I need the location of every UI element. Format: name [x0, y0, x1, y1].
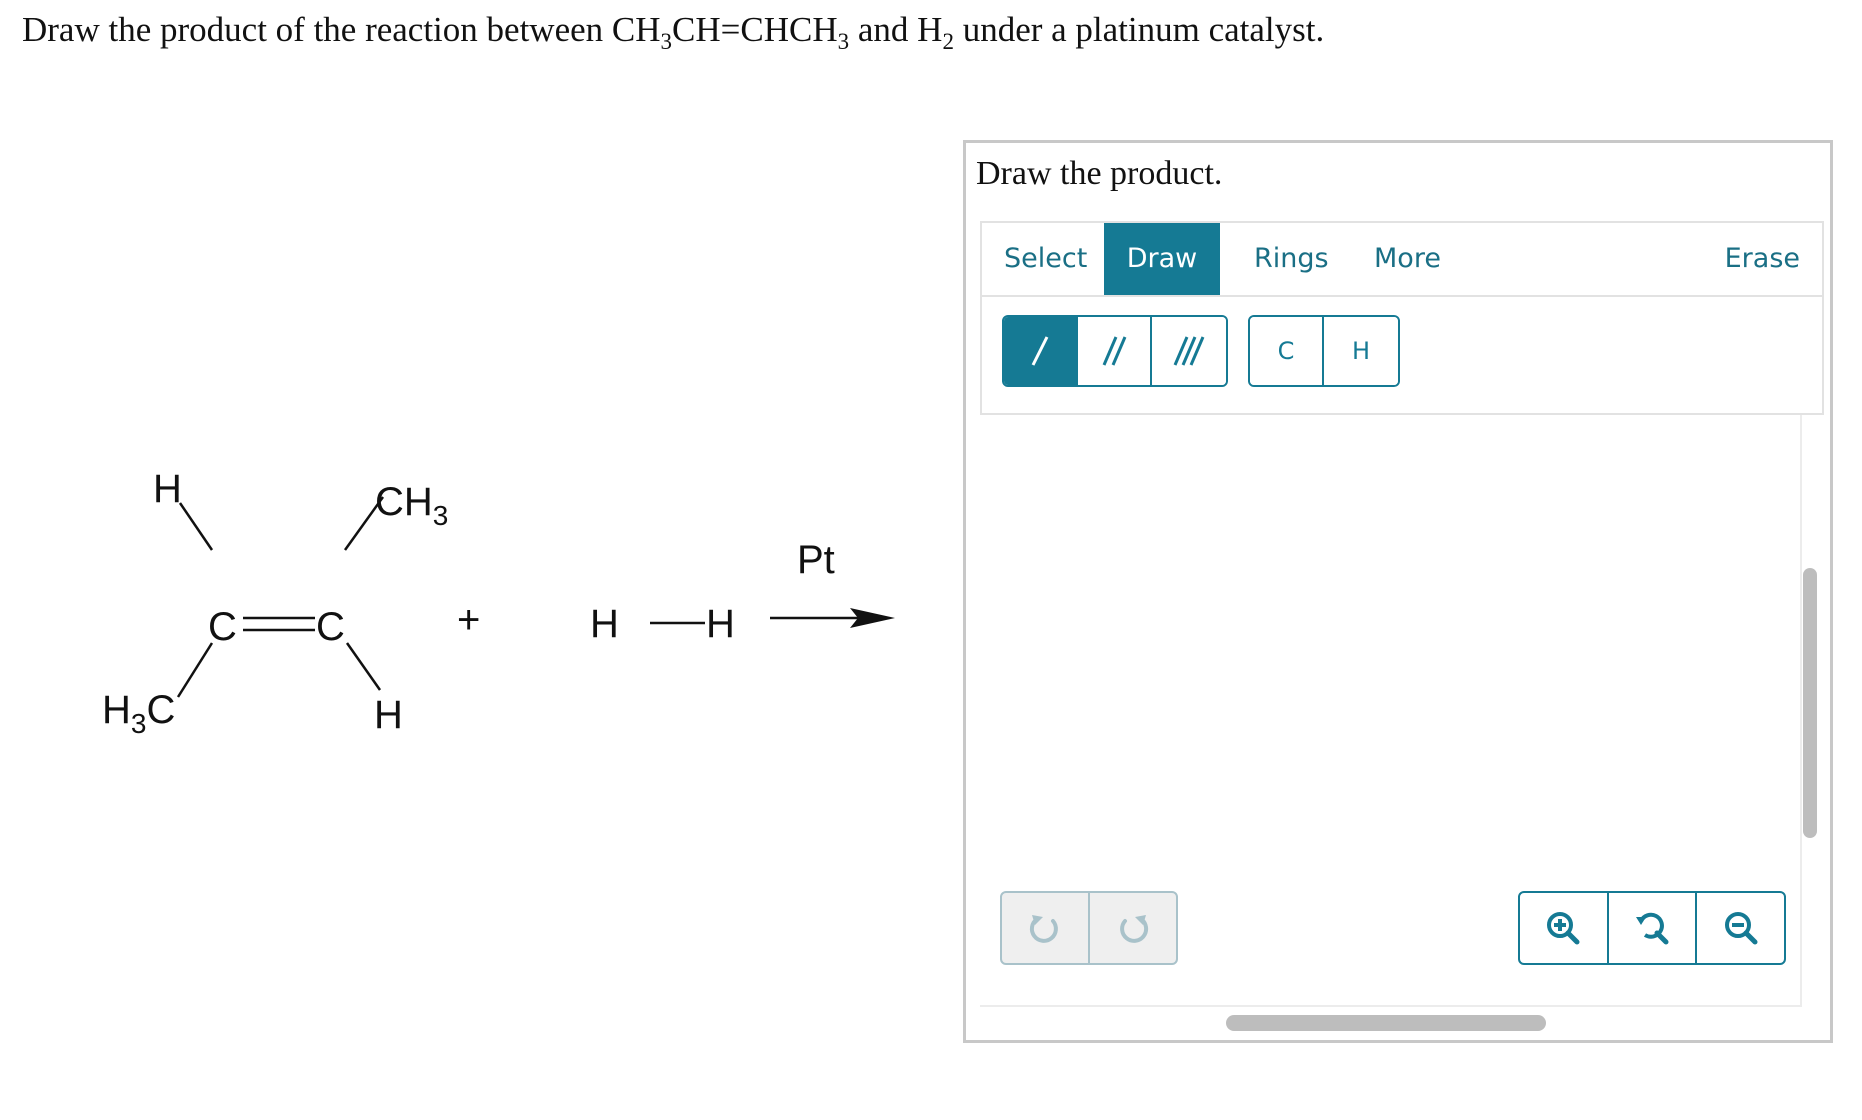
- question-text: Draw the product of the reaction between $CH_3CH=CHCH_3$ and $H_2$ under a platinum catalyst.: [22, 10, 1325, 54]
- atom-h-top-left: H: [153, 467, 182, 511]
- undo-button[interactable]: [1002, 893, 1090, 963]
- plus-sign: +: [457, 598, 481, 642]
- atom-c-right: C: [316, 605, 345, 649]
- bond-c2-h: [347, 643, 380, 690]
- zoom-in-button[interactable]: [1520, 893, 1609, 963]
- ch3-group-top: $CH_3$: [375, 480, 449, 531]
- zoom-reset-button[interactable]: [1609, 893, 1698, 963]
- atom-c-left: C: [208, 605, 237, 649]
- reaction-scheme: [0, 440, 960, 770]
- tab-erase[interactable]: Erase: [1724, 243, 1800, 274]
- bond-c1-ch3: [178, 643, 212, 697]
- canvas-divider: [980, 1005, 1802, 1007]
- catalyst-label: Pt: [797, 538, 835, 582]
- drawing-widget: [963, 140, 1833, 1043]
- zoom-in-icon: [1544, 909, 1582, 947]
- h3c-group: $H_3C$: [102, 688, 176, 739]
- zoom-out-button[interactable]: [1697, 893, 1784, 963]
- bond-type-group: [1002, 315, 1228, 387]
- undo-icon: [1028, 911, 1062, 945]
- redo-button[interactable]: [1090, 893, 1176, 963]
- tab-rings[interactable]: Rings: [1254, 243, 1329, 274]
- atom-h-left: H: [590, 602, 619, 646]
- carbon-atom-button[interactable]: C: [1250, 317, 1324, 385]
- atom-h-right: H: [706, 602, 735, 646]
- tab-more[interactable]: More: [1374, 243, 1441, 274]
- vertical-scrollbar[interactable]: [1803, 568, 1817, 838]
- hydrogen-atom-button[interactable]: H: [1324, 317, 1398, 385]
- tab-draw[interactable]: Draw: [1104, 223, 1220, 295]
- atom-h-bottom-right: H: [374, 693, 403, 737]
- triple-bond-button[interactable]: [1152, 317, 1226, 385]
- horizontal-scrollbar[interactable]: [1226, 1015, 1546, 1031]
- double-bond-icon: [1094, 331, 1134, 371]
- double-bond-button[interactable]: [1078, 317, 1152, 385]
- zoom-out-icon: [1722, 909, 1760, 947]
- history-group: [1000, 891, 1178, 965]
- bond-h-c1: [180, 503, 212, 550]
- triple-bond-icon: [1169, 331, 1209, 371]
- single-bond-button[interactable]: [1004, 317, 1078, 385]
- zoom-group: [1518, 891, 1786, 965]
- mode-toolbar: [980, 221, 1824, 297]
- widget-title: Draw the product.: [976, 155, 1223, 192]
- zoom-reset-icon: [1633, 909, 1671, 947]
- single-bond-icon: [1020, 331, 1060, 371]
- atom-type-group: [1248, 315, 1400, 387]
- redo-icon: [1116, 911, 1150, 945]
- draw-tools-bar: [980, 297, 1824, 415]
- tab-select[interactable]: Select: [1004, 243, 1088, 274]
- reaction-drawing: [0, 440, 960, 770]
